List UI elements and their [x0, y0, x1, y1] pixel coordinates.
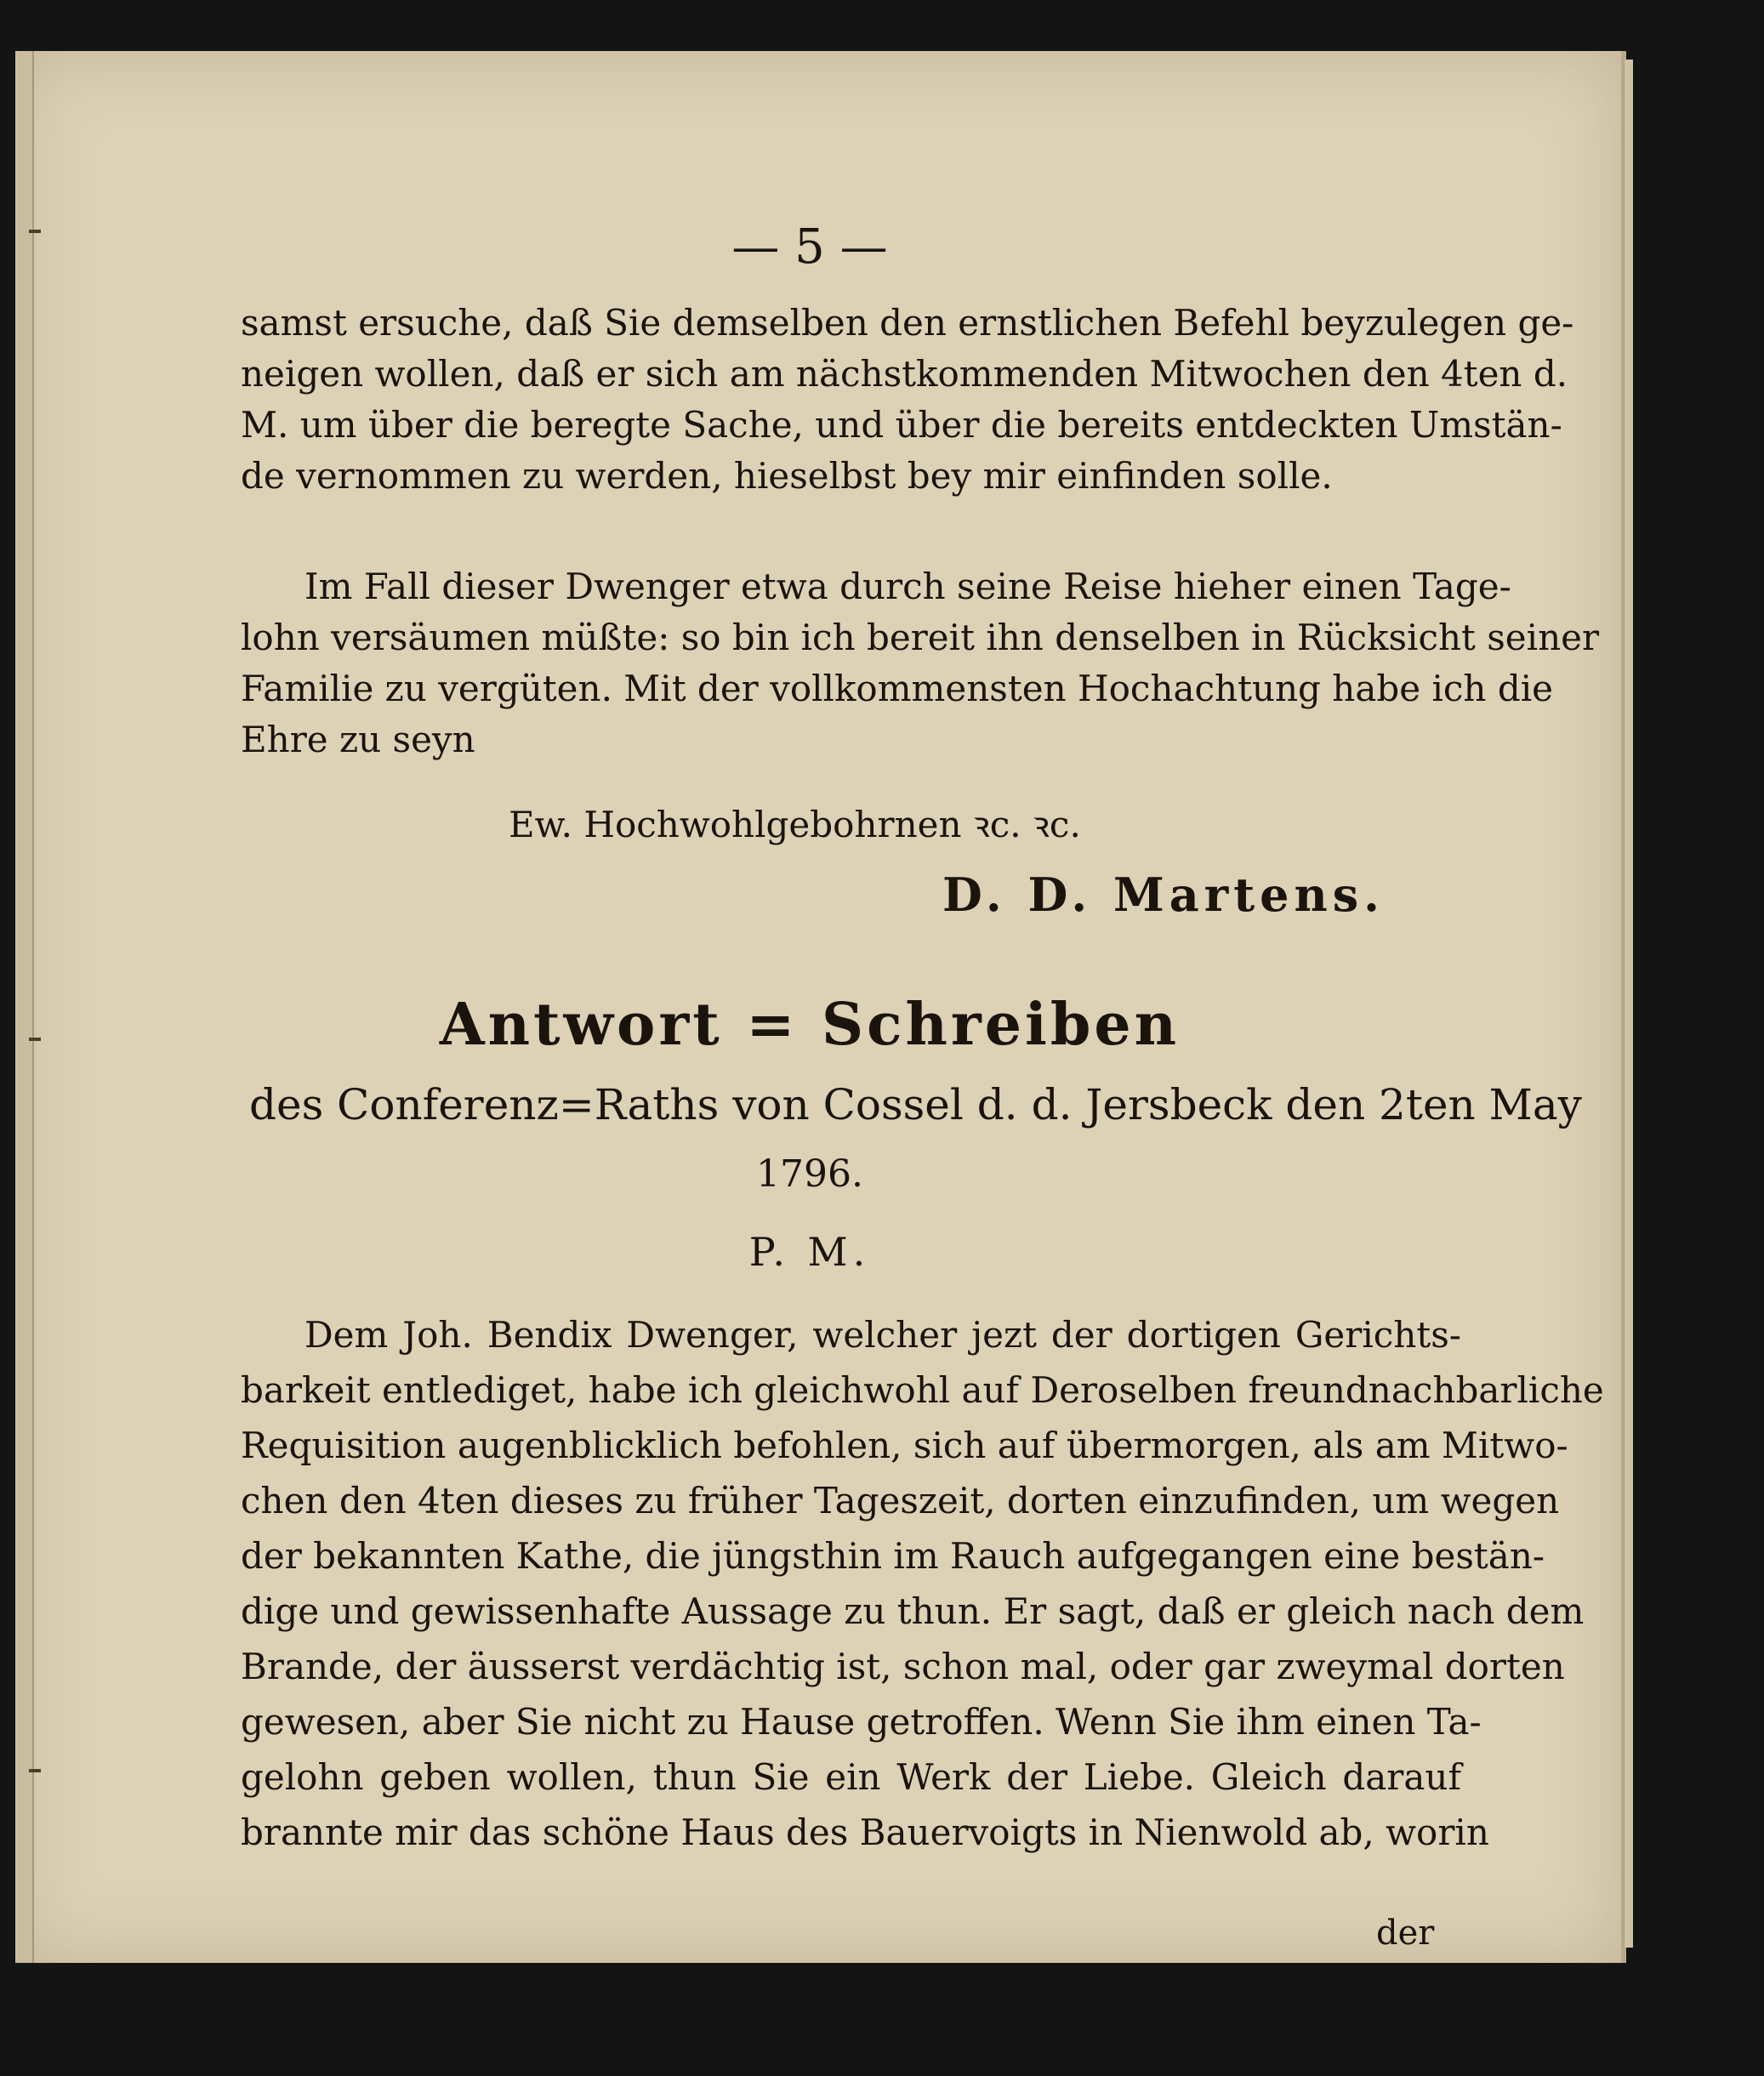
- text-line: M. um über die beregte Sache, und über die bereits entdeckten Umstän-: [241, 404, 1562, 446]
- text-line: gelohn geben wollen, thun Sie ein Werk der Liebe. Gleich darauf: [241, 1756, 1461, 1798]
- section-subheading: des Conferenz=Raths von Cossel d. d. Jersbeck den 2ten May: [249, 1080, 1582, 1129]
- text-line: lohn versäumen müßte: so bin ich bereit ihn denselben in Rücksicht seiner: [241, 617, 1600, 658]
- book-page: [15, 51, 1626, 1963]
- text-line: de vernommen zu werden, hieselbst bey mir einfinden solle.: [241, 455, 1333, 497]
- text-line: neigen wollen, daß er sich am nächstkommenden Mitwochen den 4ten d.: [241, 353, 1568, 395]
- salutation: P. M.: [748, 1229, 871, 1275]
- text-line: samst ersuche, daß Sie demselben den ernstlichen Befehl beyzulegen ge-: [241, 302, 1574, 344]
- stitch-mark: [29, 230, 41, 233]
- text-line: brannte mir das schöne Haus des Bauervoigts in Nienwold ab, worin: [241, 1812, 1489, 1853]
- text-line: Brande, der äusserst verdächtig ist, schon mal, oder gar zweymal dorten: [241, 1646, 1565, 1687]
- text-line: chen den 4ten dieses zu früher Tageszeit, dorten einzufinden, um wegen: [241, 1480, 1560, 1521]
- text-line: Familie zu vergüten. Mit der vollkommensten Hochachtung habe ich die: [241, 668, 1553, 709]
- text-line: dige und gewissenhafte Aussage zu thun. Er sagt, daß er gleich nach dem: [241, 1590, 1585, 1632]
- text-line: Ehre zu seyn: [241, 719, 475, 760]
- text-line: der bekannten Kathe, die jüngsthin im Rauch aufgegangen eine bestän-: [241, 1535, 1545, 1577]
- closing-formula: Ew. Hochwohlgebohrnen ꝛc. ꝛc.: [509, 804, 1081, 845]
- text-line: gewesen, aber Sie nicht zu Hause getroffen. Wenn Sie ihm einen Ta-: [241, 1701, 1482, 1743]
- text-line: Dem Joh. Bendix Dwenger, welcher jezt der dortigen Gerichts-: [304, 1314, 1461, 1356]
- page-text: [15, 51, 1621, 1963]
- text-line: Requisition augenblicklich befohlen, sich auf übermorgen, als am Mitwo-: [241, 1425, 1568, 1466]
- catchword: der: [1376, 1914, 1435, 1953]
- text-line: Im Fall dieser Dwenger etwa durch seine Reise hieher einen Tage-: [304, 566, 1511, 607]
- text-line: barkeit entlediget, habe ich gleichwohl auf Deroselben freundnachbarliche: [241, 1369, 1604, 1411]
- stitch-mark: [29, 1769, 41, 1772]
- signature: D. D. Martens.: [942, 867, 1385, 922]
- stitch-mark: [29, 1038, 41, 1041]
- section-heading: Antwort = Schreiben: [439, 991, 1181, 1059]
- year: 1796.: [756, 1152, 863, 1196]
- page-edge: [1624, 60, 1633, 1948]
- page-number: — 5 —: [731, 219, 888, 275]
